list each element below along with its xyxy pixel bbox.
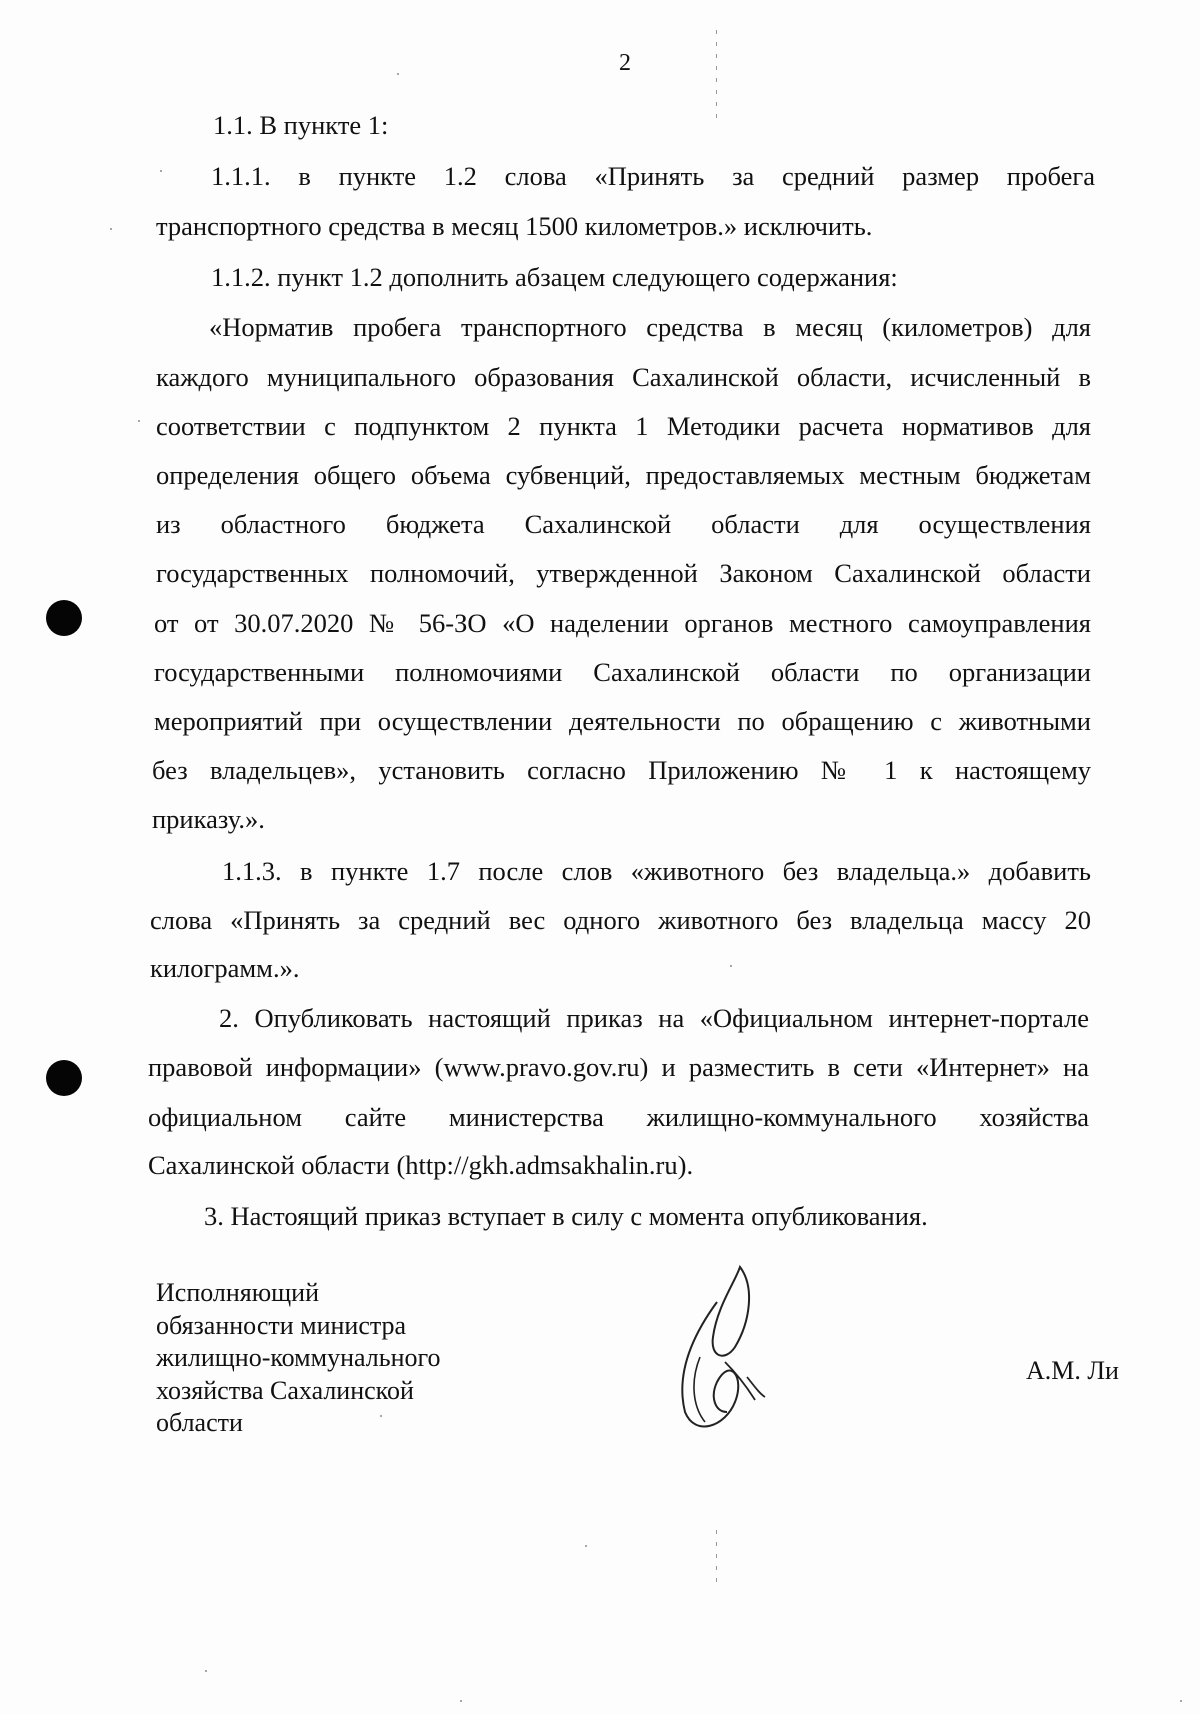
scan-speck (1180, 1700, 1182, 1702)
quote-line-3: соответствии с подпунктом 2 пункта 1 Методики расчета нормативов для (156, 411, 1091, 441)
quote-line-2: каждого муниципального образования Сахалинской области, исчисленный в (156, 362, 1091, 392)
clause-1-1-2-heading: 1.1.2. пункт 1.2 дополнить абзацем следующего содержания: (211, 262, 898, 292)
clause-1-1-1-line-1: 1.1.1. в пункте 1.2 слова «Принять за средний размер пробега (211, 161, 1095, 191)
quote-line-9: мероприятий при осуществлении деятельности по обращению с животными (154, 706, 1091, 736)
quote-line-8: государственными полномочиями Сахалинской области по организации (154, 657, 1091, 687)
scan-crease-bottom (716, 1530, 717, 1590)
quote-line-5: из областного бюджета Сахалинской области для осуществления (156, 509, 1091, 539)
quote-line-10: без владельцев», установить согласно Приложению № 1 к настоящему (152, 755, 1091, 785)
clause-1-1-1-line-2: транспортного средства в месяц 1500 километров.» исключить. (156, 211, 873, 241)
clause-1-1-3-line-2: слова «Принять за средний вес одного животного без владельца массу 20 (150, 905, 1091, 935)
page-number: 2 (619, 50, 631, 76)
clause-1-1-heading: 1.1. В пункте 1: (213, 110, 389, 140)
punch-hole-bottom (46, 1060, 82, 1096)
quote-line-7: от от 30.07.2020 № 56-ЗО «О наделении органов местного самоуправления (154, 608, 1091, 638)
scan-speck (585, 1545, 587, 1547)
punch-hole-top (46, 600, 82, 636)
scan-speck (460, 1700, 462, 1702)
scan-crease-top (716, 30, 717, 120)
item-2-line-1: 2. Опубликовать настоящий приказ на «Официальном интернет-портале (219, 1003, 1089, 1033)
scan-speck (730, 965, 732, 967)
clause-1-1-3-line-3: килограмм.». (150, 953, 300, 983)
quote-line-4: определения общего объема субвенций, предоставляемых местным бюджетам (156, 460, 1091, 490)
scan-speck (138, 420, 140, 422)
item-3-line-1: 3. Настоящий приказ вступает в силу с момента опубликования. (204, 1201, 928, 1231)
signatory-title-line: хозяйства Сахалинской (156, 1375, 414, 1405)
scan-speck (110, 228, 112, 230)
signatory-title (156, 1277, 441, 1440)
quote-line-11: приказу.». (152, 804, 265, 834)
item-2-line-2: правовой информации» (www.pravo.gov.ru) и разместить в сети «Интернет» на (148, 1052, 1089, 1082)
signatory-title-line: жилищно-коммунального (156, 1343, 441, 1372)
quote-line-1: «Норматив пробега транспортного средства в месяц (километров) для (209, 312, 1091, 342)
signatory-title-line: области (156, 1408, 243, 1437)
scan-speck (397, 73, 399, 75)
quote-line-6: государственных полномочий, утвержденной Законом Сахалинской области (156, 558, 1091, 588)
scan-speck (160, 170, 162, 172)
handwritten-signature (655, 1262, 775, 1437)
signatory-name: А.М. Ли (1026, 1356, 1119, 1385)
signatory-title-line: обязанности министра (156, 1310, 407, 1340)
clause-1-1-3-line-1: 1.1.3. в пункте 1.7 после слов «животного без владельца.» добавить (222, 856, 1091, 886)
item-2-line-3: официальном сайте министерства жилищно-коммунального хозяйства (148, 1102, 1089, 1132)
scan-speck (205, 1670, 207, 1672)
signatory-title-line: Исполняющий (156, 1278, 320, 1307)
item-2-line-4: Сахалинской области (http://gkh.admsakhalin.ru). (148, 1150, 694, 1180)
scan-speck (380, 1415, 382, 1417)
